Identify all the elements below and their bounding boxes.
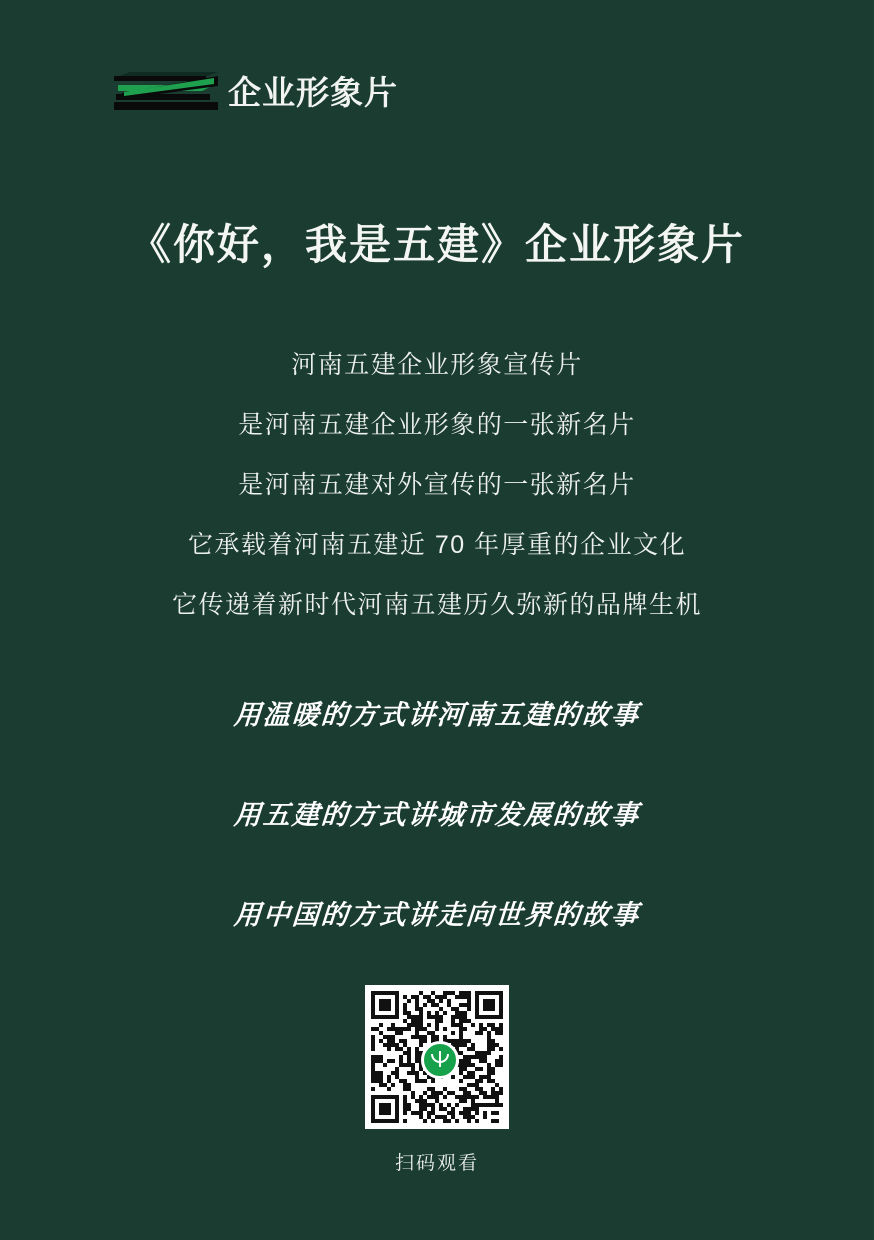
body-line: 它传递着新时代河南五建历久弥新的品牌生机 — [171, 591, 702, 619]
qr-section — [0, 985, 874, 1175]
qr-code-icon[interactable] — [365, 985, 509, 1129]
header-title: 企业形象片 — [228, 73, 398, 111]
body-line: 是河南五建企业形象的一张新名片 — [238, 411, 636, 439]
slogan-line: 用温暖的方式讲河南五建的故事 — [232, 700, 642, 730]
qr-caption: 扫码观看 — [394, 1153, 479, 1174]
body-line: 河南五建企业形象宣传片 — [291, 351, 583, 379]
body-text-block — [0, 335, 874, 635]
page-title: 《你好，我是五建》企业形象片 — [128, 221, 745, 268]
header — [114, 72, 398, 112]
body-line: 它承载着河南五建近 70 年厚重的企业文化 — [187, 531, 687, 559]
company-badge-icon — [421, 1041, 459, 1079]
slogan-block — [0, 665, 874, 965]
body-line: 是河南五建对外宣传的一张新名片 — [238, 471, 636, 499]
slogan-line: 用中国的方式讲走向世界的故事 — [232, 900, 642, 930]
slogan-line: 用五建的方式讲城市发展的故事 — [232, 800, 642, 830]
stacked-bars-mark-icon — [114, 72, 218, 112]
